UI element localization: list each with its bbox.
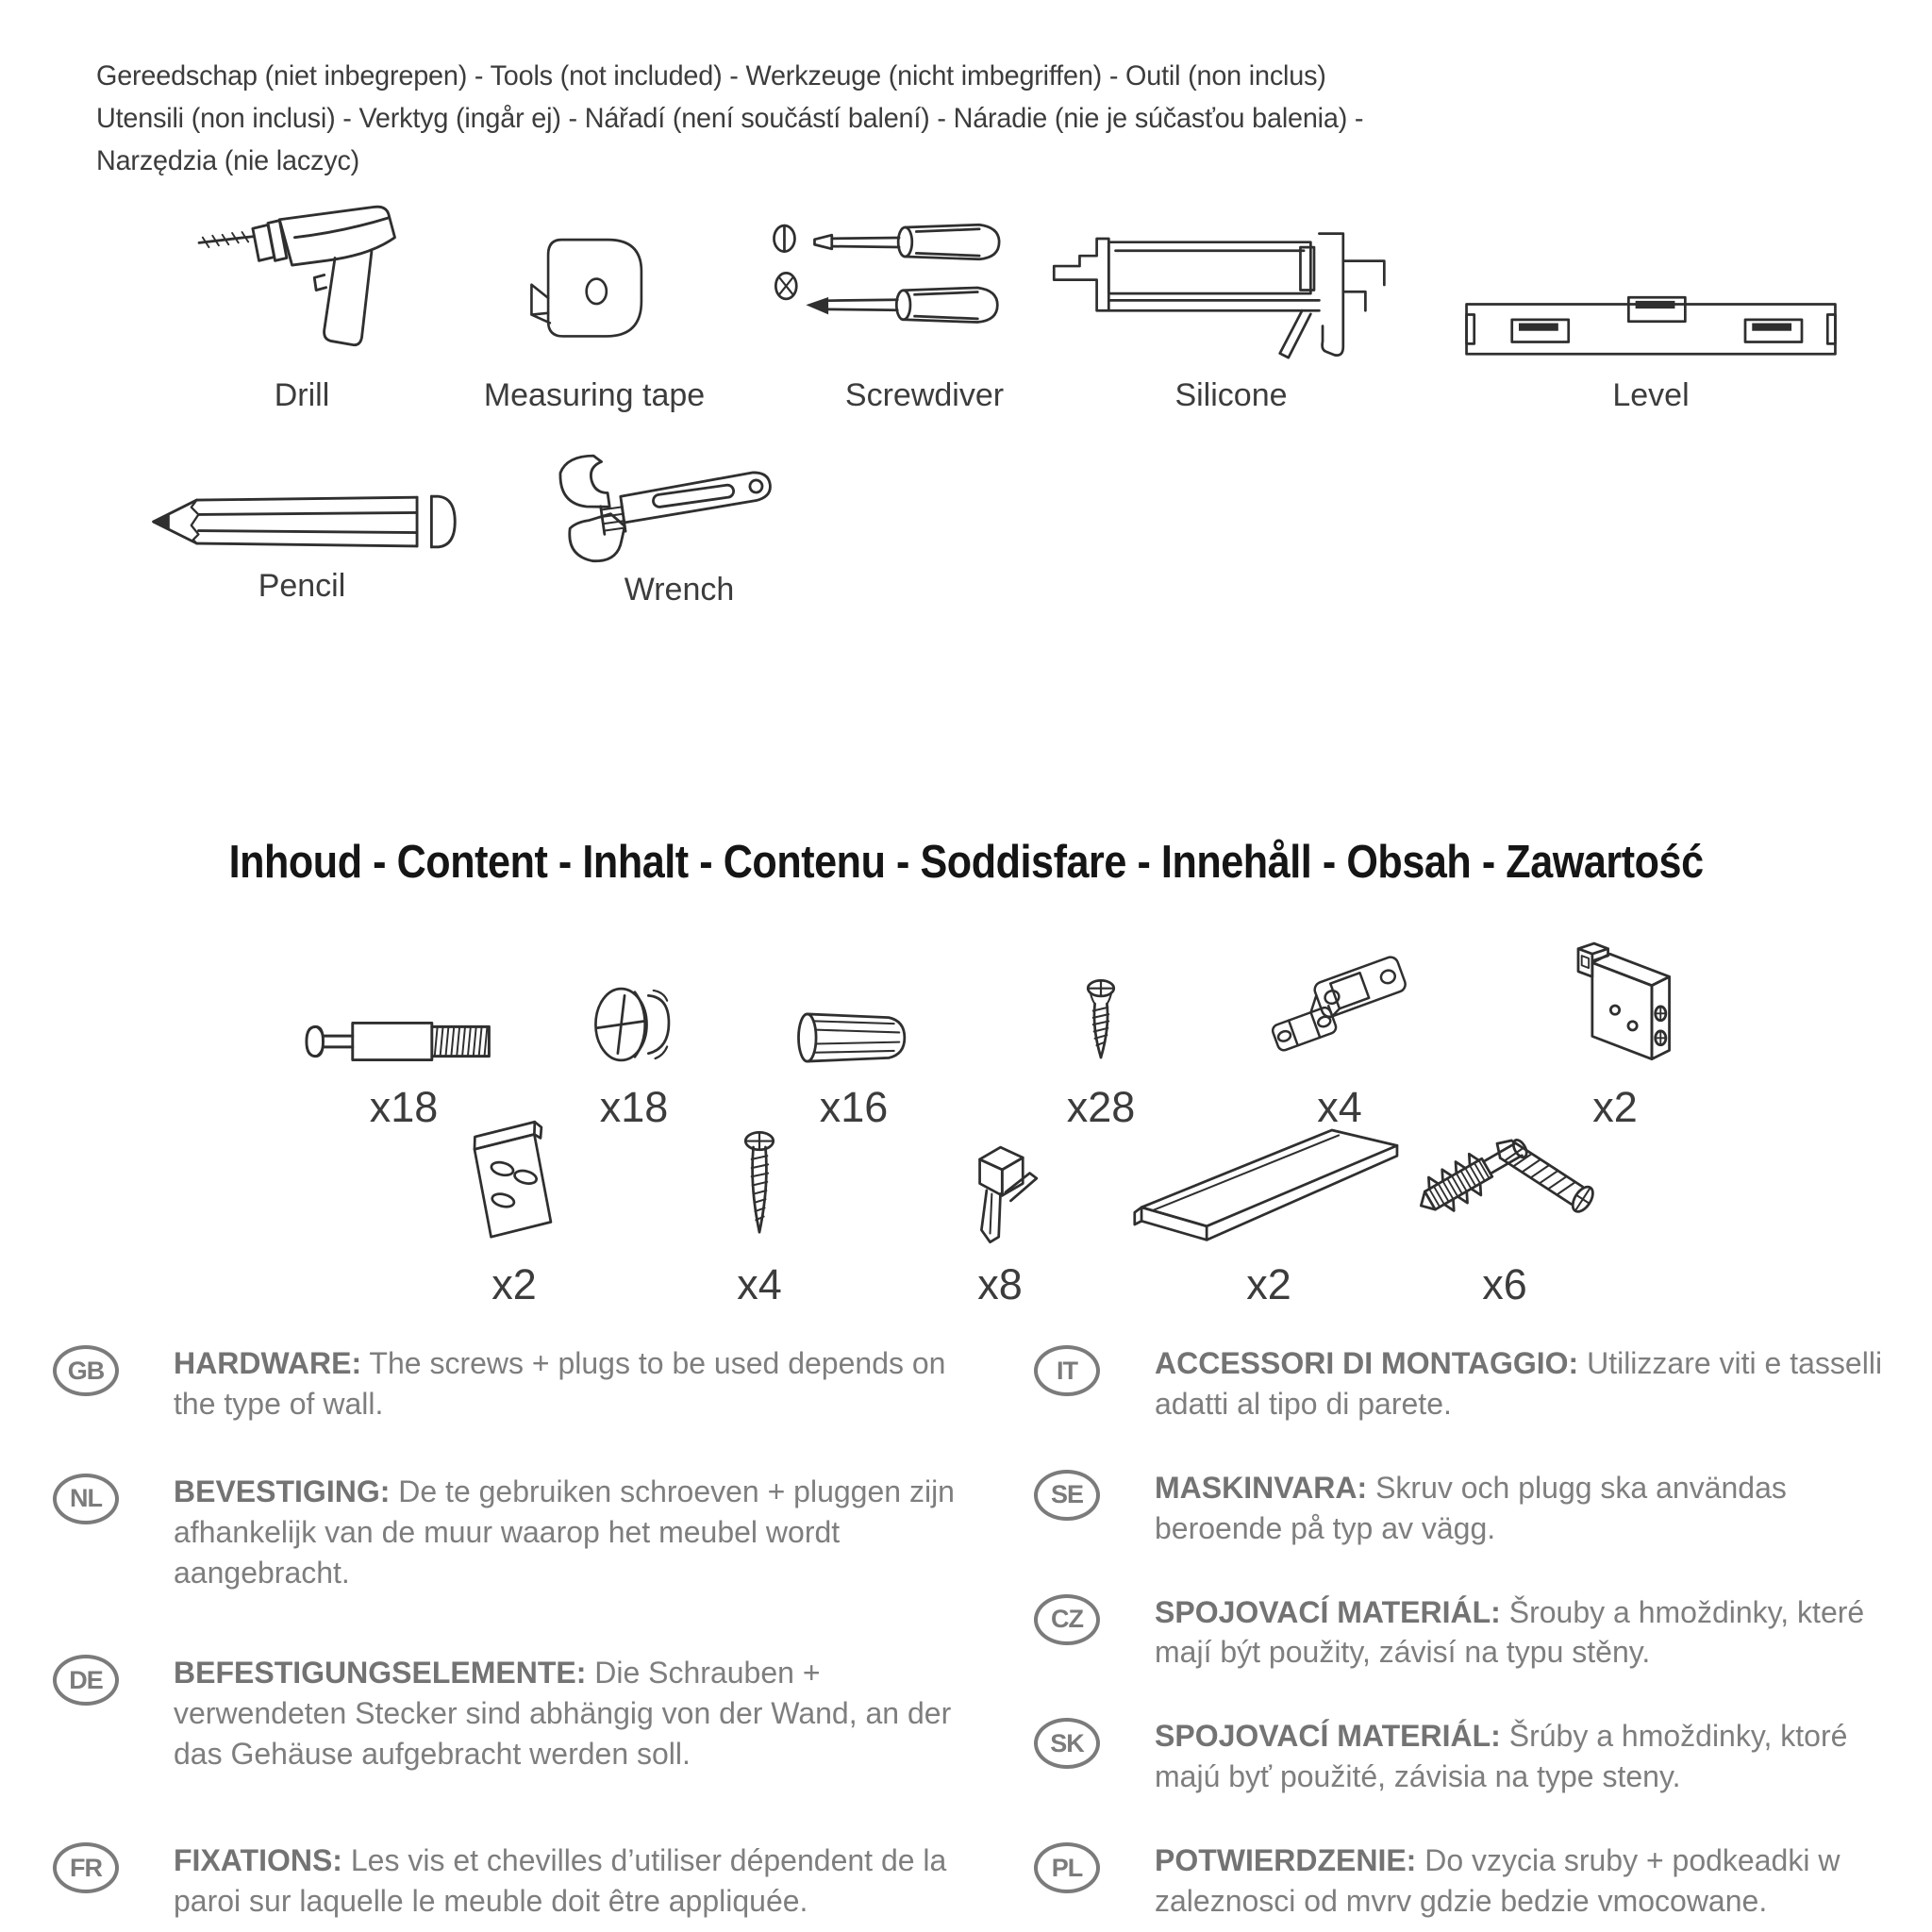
note-text-cz xyxy=(1155,1592,1919,1674)
silicone-gun-icon xyxy=(1042,181,1420,368)
note-it xyxy=(1034,1343,1932,1424)
note-title-fr: FIXATIONS: xyxy=(174,1843,342,1877)
hardware-mounting-plate xyxy=(401,1111,627,1309)
intro-line-2: Utensili (non inclusi) - Verktyg (ingår ej) - Nářadí (není součástí balení) - Náradie (nie je súčasťou balenia) - xyxy=(96,103,1364,134)
screw-icon xyxy=(646,1111,873,1253)
quantity-label: x6 xyxy=(1482,1260,1527,1308)
cam-lock-icon xyxy=(521,926,747,1075)
intro-line-1: Gereedschap (niet inbegrepen) - Tools (not included) - Werkzeuge (nicht imbegriffen) - Outil (non inclus) xyxy=(96,60,1326,92)
tool-measuring-tape xyxy=(448,181,741,414)
lang-badge-pl: PL xyxy=(1034,1842,1100,1893)
hardware-dowel-screw xyxy=(291,926,517,1132)
note-de xyxy=(53,1653,996,1774)
notes-right-column xyxy=(1034,1343,1932,1922)
note-body-it: Utilizzare viti e tasselli adatti al tipo di parete. xyxy=(1155,1346,1883,1421)
tool-pencil xyxy=(142,472,462,605)
note-title-it: ACCESSORI DI MONTAGGIO: xyxy=(1155,1346,1579,1380)
lang-badge-gb: GB xyxy=(53,1345,119,1396)
wall-plug-and-screw-icon xyxy=(1354,1111,1656,1253)
hardware-screw-small xyxy=(988,926,1214,1132)
note-body-cz: Šrouby a hmoždinky, které mají být použity, závisí na typu stěny. xyxy=(1155,1594,1865,1670)
content-heading xyxy=(0,836,1932,889)
wooden-dowel-icon xyxy=(741,926,967,1075)
note-text-fr xyxy=(174,1840,994,1922)
hardware-wooden-dowel xyxy=(741,926,967,1132)
lang-badge-de: DE xyxy=(53,1655,119,1706)
quantity-label: x2 xyxy=(1246,1260,1291,1308)
hardware-shelf-clip xyxy=(887,1111,1113,1309)
note-body-pl: Do vzycia sruby + podkeadki w zaleznosci od mvrv gdzie bedzie vmocowane. xyxy=(1155,1843,1840,1918)
note-title-pl: POTWIERDZENIE: xyxy=(1155,1843,1417,1877)
tool-label-screwdriver: Screwdiver xyxy=(844,377,1005,413)
note-nl xyxy=(53,1472,996,1593)
tool-wrench xyxy=(528,451,830,608)
hinge-icon xyxy=(1226,926,1453,1075)
pencil-icon xyxy=(142,472,462,558)
quantity-label: x4 xyxy=(1317,1083,1362,1131)
tool-level xyxy=(1457,181,1844,414)
note-title-gb: HARDWARE: xyxy=(174,1346,362,1380)
tool-drill xyxy=(156,181,448,414)
note-gb xyxy=(53,1343,996,1424)
note-text-de xyxy=(174,1653,994,1774)
note-body-fr: Les vis et chevilles d’utiliser dépendent de la paroi sur laquelle le meuble doit être appliquée. xyxy=(174,1843,947,1918)
note-body-de: Die Schrauben + verwendeten Stecker sind abhängig von der Wand, an der das Gehäuse aufgebracht werden soll. xyxy=(174,1656,952,1772)
quantity-label: x28 xyxy=(1066,1083,1136,1131)
lang-badge-it: IT xyxy=(1034,1345,1100,1396)
note-cz xyxy=(1034,1592,1932,1674)
quantity-label: x4 xyxy=(737,1260,782,1308)
level-icon xyxy=(1457,181,1844,368)
lang-badge-se: SE xyxy=(1034,1470,1100,1521)
note-text-nl xyxy=(174,1472,966,1593)
lang-badge-sk: SK xyxy=(1034,1718,1100,1769)
hardware-hinge xyxy=(1226,926,1453,1132)
measuring-tape-icon xyxy=(448,181,741,368)
note-text-se xyxy=(1155,1468,1919,1549)
hardware-corner-bracket xyxy=(1502,926,1728,1132)
tools-intro-text xyxy=(96,55,1509,182)
tool-label-level: Level xyxy=(1612,377,1690,413)
note-body-gb: The screws + plugs to be used depends on the type of wall. xyxy=(174,1346,946,1421)
lang-badge-nl: NL xyxy=(53,1474,119,1524)
quantity-label: x18 xyxy=(369,1083,439,1131)
mounting-plate-icon xyxy=(401,1111,627,1253)
tool-label-pencil: Pencil xyxy=(258,568,346,604)
quantity-label: x8 xyxy=(977,1260,1023,1308)
note-fr xyxy=(53,1840,996,1922)
tool-label-wrench: Wrench xyxy=(624,572,735,608)
drill-icon xyxy=(156,181,448,368)
tool-silicone xyxy=(1042,181,1420,414)
notes-left-column xyxy=(53,1343,996,1922)
tool-label-silicone: Silicone xyxy=(1174,377,1288,413)
hardware-screw xyxy=(646,1111,873,1309)
dowel-screw-icon xyxy=(291,926,517,1075)
note-text-sk xyxy=(1155,1716,1919,1797)
lang-badge-cz: CZ xyxy=(1034,1594,1100,1645)
note-text-it xyxy=(1155,1343,1919,1424)
note-title-sk: SPOJOVACÍ MATERIÁL: xyxy=(1155,1719,1501,1754)
note-title-nl: BEVESTIGING: xyxy=(174,1474,391,1508)
note-body-se: Skruv och plugg ska användas beroende på typ av vägg. xyxy=(1155,1470,1787,1545)
wrench-icon xyxy=(528,451,830,562)
tool-label-drill: Drill xyxy=(274,377,330,413)
quantity-label: x18 xyxy=(599,1083,669,1131)
note-body-nl: De te gebruiken schroeven + pluggen zijn afhankelijk van de muur waarop het meubel wordt aangebracht. xyxy=(174,1474,955,1590)
hardware-cam-lock xyxy=(521,926,747,1132)
quantity-label: x2 xyxy=(491,1260,537,1308)
content-heading-text: Inhoud - Content - Inhalt - Contenu - Soddisfare - Innehåll - Obsah - Zawartość xyxy=(228,837,1704,888)
shelf-clip-icon xyxy=(887,1111,1113,1253)
quantity-label: x2 xyxy=(1592,1083,1638,1131)
screw-icon xyxy=(988,926,1214,1075)
corner-bracket-icon xyxy=(1502,926,1728,1075)
note-sk xyxy=(1034,1716,1932,1797)
note-title-se: MASKINVARA: xyxy=(1155,1470,1368,1505)
note-text-gb xyxy=(174,1343,966,1424)
note-text-pl xyxy=(1155,1840,1919,1922)
intro-line-3: Narzędzia (nie laczyc) xyxy=(96,145,360,176)
note-se xyxy=(1034,1468,1932,1549)
hardware-wall-plug-screw xyxy=(1354,1111,1656,1309)
note-title-de: BEFESTIGUNGSELEMENTE: xyxy=(174,1656,587,1690)
lang-badge-fr: FR xyxy=(53,1842,119,1893)
note-body-sk: Šrúby a hmoždinky, ktoré majú byť použité, závisia na type steny. xyxy=(1155,1719,1848,1794)
quantity-label: x16 xyxy=(819,1083,889,1131)
note-title-cz: SPOJOVACÍ MATERIÁL: xyxy=(1155,1594,1501,1629)
note-pl xyxy=(1034,1840,1932,1922)
tool-label-measuring-tape: Measuring tape xyxy=(483,377,706,413)
